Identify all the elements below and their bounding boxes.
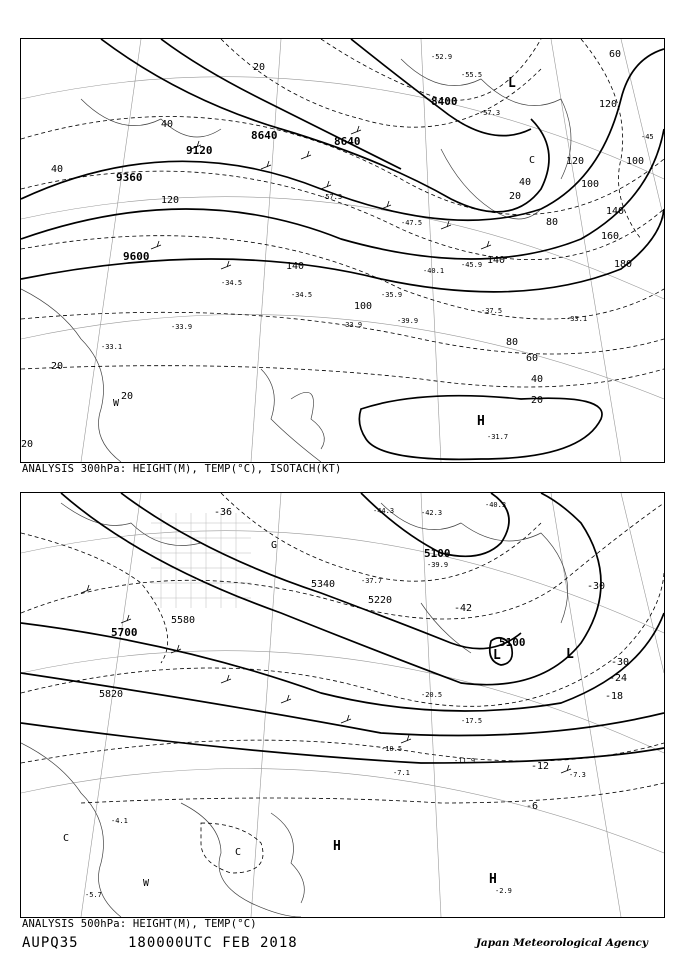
station-value: -2.9 (495, 887, 512, 895)
low-center-marker-b: L (566, 647, 574, 662)
station-value: -34.5 (291, 291, 313, 299)
isotach-label: 20 (51, 361, 64, 372)
valid-time: 180000UTC FEB 2018 (128, 935, 298, 951)
graticule (21, 493, 664, 917)
station-value: -37.7 (361, 577, 383, 585)
station-value: -35.9 (381, 291, 403, 299)
temperature-isotherms (21, 493, 664, 873)
isotach-label: 140 (487, 255, 506, 266)
height-label-8400: 8400 (431, 95, 458, 108)
isotach-label: 60 (609, 49, 622, 60)
station-value: -40.3 (485, 501, 507, 509)
station-value: -33.1 (101, 343, 123, 351)
isotach-label: 80 (546, 217, 559, 228)
high-center-marker-b: H (489, 872, 497, 887)
isotach-label: 40 (519, 177, 532, 188)
station-value: -44.3 (373, 507, 395, 515)
low-center-marker-a: L (493, 648, 501, 663)
isotach-label: 40 (51, 164, 64, 175)
station-value: -7.3 (569, 771, 586, 779)
station-value: -34.5 (221, 279, 243, 287)
height-label-9120: 9120 (186, 144, 213, 157)
panel-300hpa-caption: ANALYSIS 300hPa: HEIGHT(M), TEMP(°C), ISOTACH(KT) (22, 463, 342, 475)
map-panel-500hpa (20, 492, 665, 918)
station-value: -45 (641, 133, 654, 141)
height-label-8640-b: 8640 (334, 135, 361, 148)
temp-label: -18 (605, 691, 624, 702)
isotach-label: 120 (161, 195, 180, 206)
height-label-8640-a: 8640 (251, 129, 278, 142)
station-value: -7.1 (393, 769, 410, 777)
temp-label: -36 (214, 507, 233, 518)
station-value: -37.5 (481, 307, 503, 315)
map-panel-300hpa (20, 38, 665, 463)
station-value: -10.5 (381, 745, 403, 753)
station-value: -45.9 (461, 261, 483, 269)
temp-label: -12 (531, 761, 550, 772)
station-value: -42.3 (421, 509, 443, 517)
height-label-5220: 5220 (368, 595, 393, 606)
temp-label: -24 (609, 673, 628, 684)
isotach-label: 20 (21, 439, 34, 450)
station-value: -40.1 (423, 267, 445, 275)
station-value: -39.9 (397, 317, 419, 325)
cold-center-marker: C (529, 155, 536, 166)
cold-center-marker-b: C (63, 833, 70, 844)
height-label-5100-a: 5100 (424, 547, 451, 560)
station-value: -39.9 (427, 561, 449, 569)
high-center-marker: H (477, 414, 485, 429)
isotach-label: 20 (509, 191, 522, 202)
isotach-label: 60 (526, 353, 539, 364)
station-value: -47.5 (401, 219, 423, 227)
station-value: -57.3 (479, 109, 501, 117)
low-center-marker: L (508, 76, 516, 91)
station-value: -5.7 (85, 891, 102, 899)
center-marker-g: G (271, 540, 278, 551)
height-label-5580: 5580 (171, 615, 196, 626)
station-value: -17.5 (461, 717, 483, 725)
isotach-label: 120 (599, 99, 618, 110)
station-value: -31.7 (487, 433, 509, 441)
station-value: -33.1 (566, 315, 588, 323)
station-value: -20.5 (421, 691, 443, 699)
height-label-5340: 5340 (311, 579, 336, 590)
map-300hpa-svg (21, 39, 664, 462)
isotach-label: 140 (606, 206, 625, 217)
station-value: -33.9 (171, 323, 193, 331)
isotach-label: 120 (566, 156, 585, 167)
chart-code: AUPQ35 (22, 935, 79, 951)
map-500hpa-svg (21, 493, 664, 917)
agency-credit: Japan Meteorological Agency (475, 937, 648, 949)
station-value: -52.9 (431, 53, 453, 61)
station-value: -4.1 (111, 817, 128, 825)
isotach-label: 180 (614, 259, 633, 270)
height-label-5820: 5820 (99, 689, 124, 700)
height-label-9360: 9360 (116, 171, 143, 184)
isotach-label: 20 (253, 62, 266, 73)
temp-label: -30 (611, 657, 630, 668)
high-center-marker-a: H (333, 839, 341, 854)
isotach-label: 20 (531, 395, 544, 406)
isotach-lines (21, 39, 664, 387)
isotach-label: 20 (121, 391, 134, 402)
station-value: -57.3 (321, 193, 343, 201)
isotach-label: 100 (581, 179, 600, 190)
isotach-label: 40 (161, 119, 174, 130)
isotach-label: 140 (286, 261, 305, 272)
temp-label: -42 (454, 603, 473, 614)
panel-500hpa-caption: ANALYSIS 500hPa: HEIGHT(M), TEMP(°C) (22, 918, 257, 930)
temp-label: -30 (587, 581, 606, 592)
warm-center-marker: W (143, 878, 150, 889)
station-value: -33.9 (341, 321, 363, 329)
isotach-label: 100 (354, 301, 373, 312)
height-label-5100-b: 5100 (499, 636, 526, 649)
station-value: -55.5 (461, 71, 483, 79)
isotach-label: 40 (531, 374, 544, 385)
height-label-5700: 5700 (111, 626, 138, 639)
warm-center-marker: W (113, 398, 120, 409)
isotach-label: 160 (601, 231, 620, 242)
height-label-9600: 9600 (123, 250, 150, 263)
isotach-label: 100 (626, 156, 645, 167)
isotach-label: 80 (506, 337, 519, 348)
cold-center-marker-a: C (235, 847, 242, 858)
temp-label: -6 (526, 801, 539, 812)
station-value: -11.9 (454, 757, 476, 765)
